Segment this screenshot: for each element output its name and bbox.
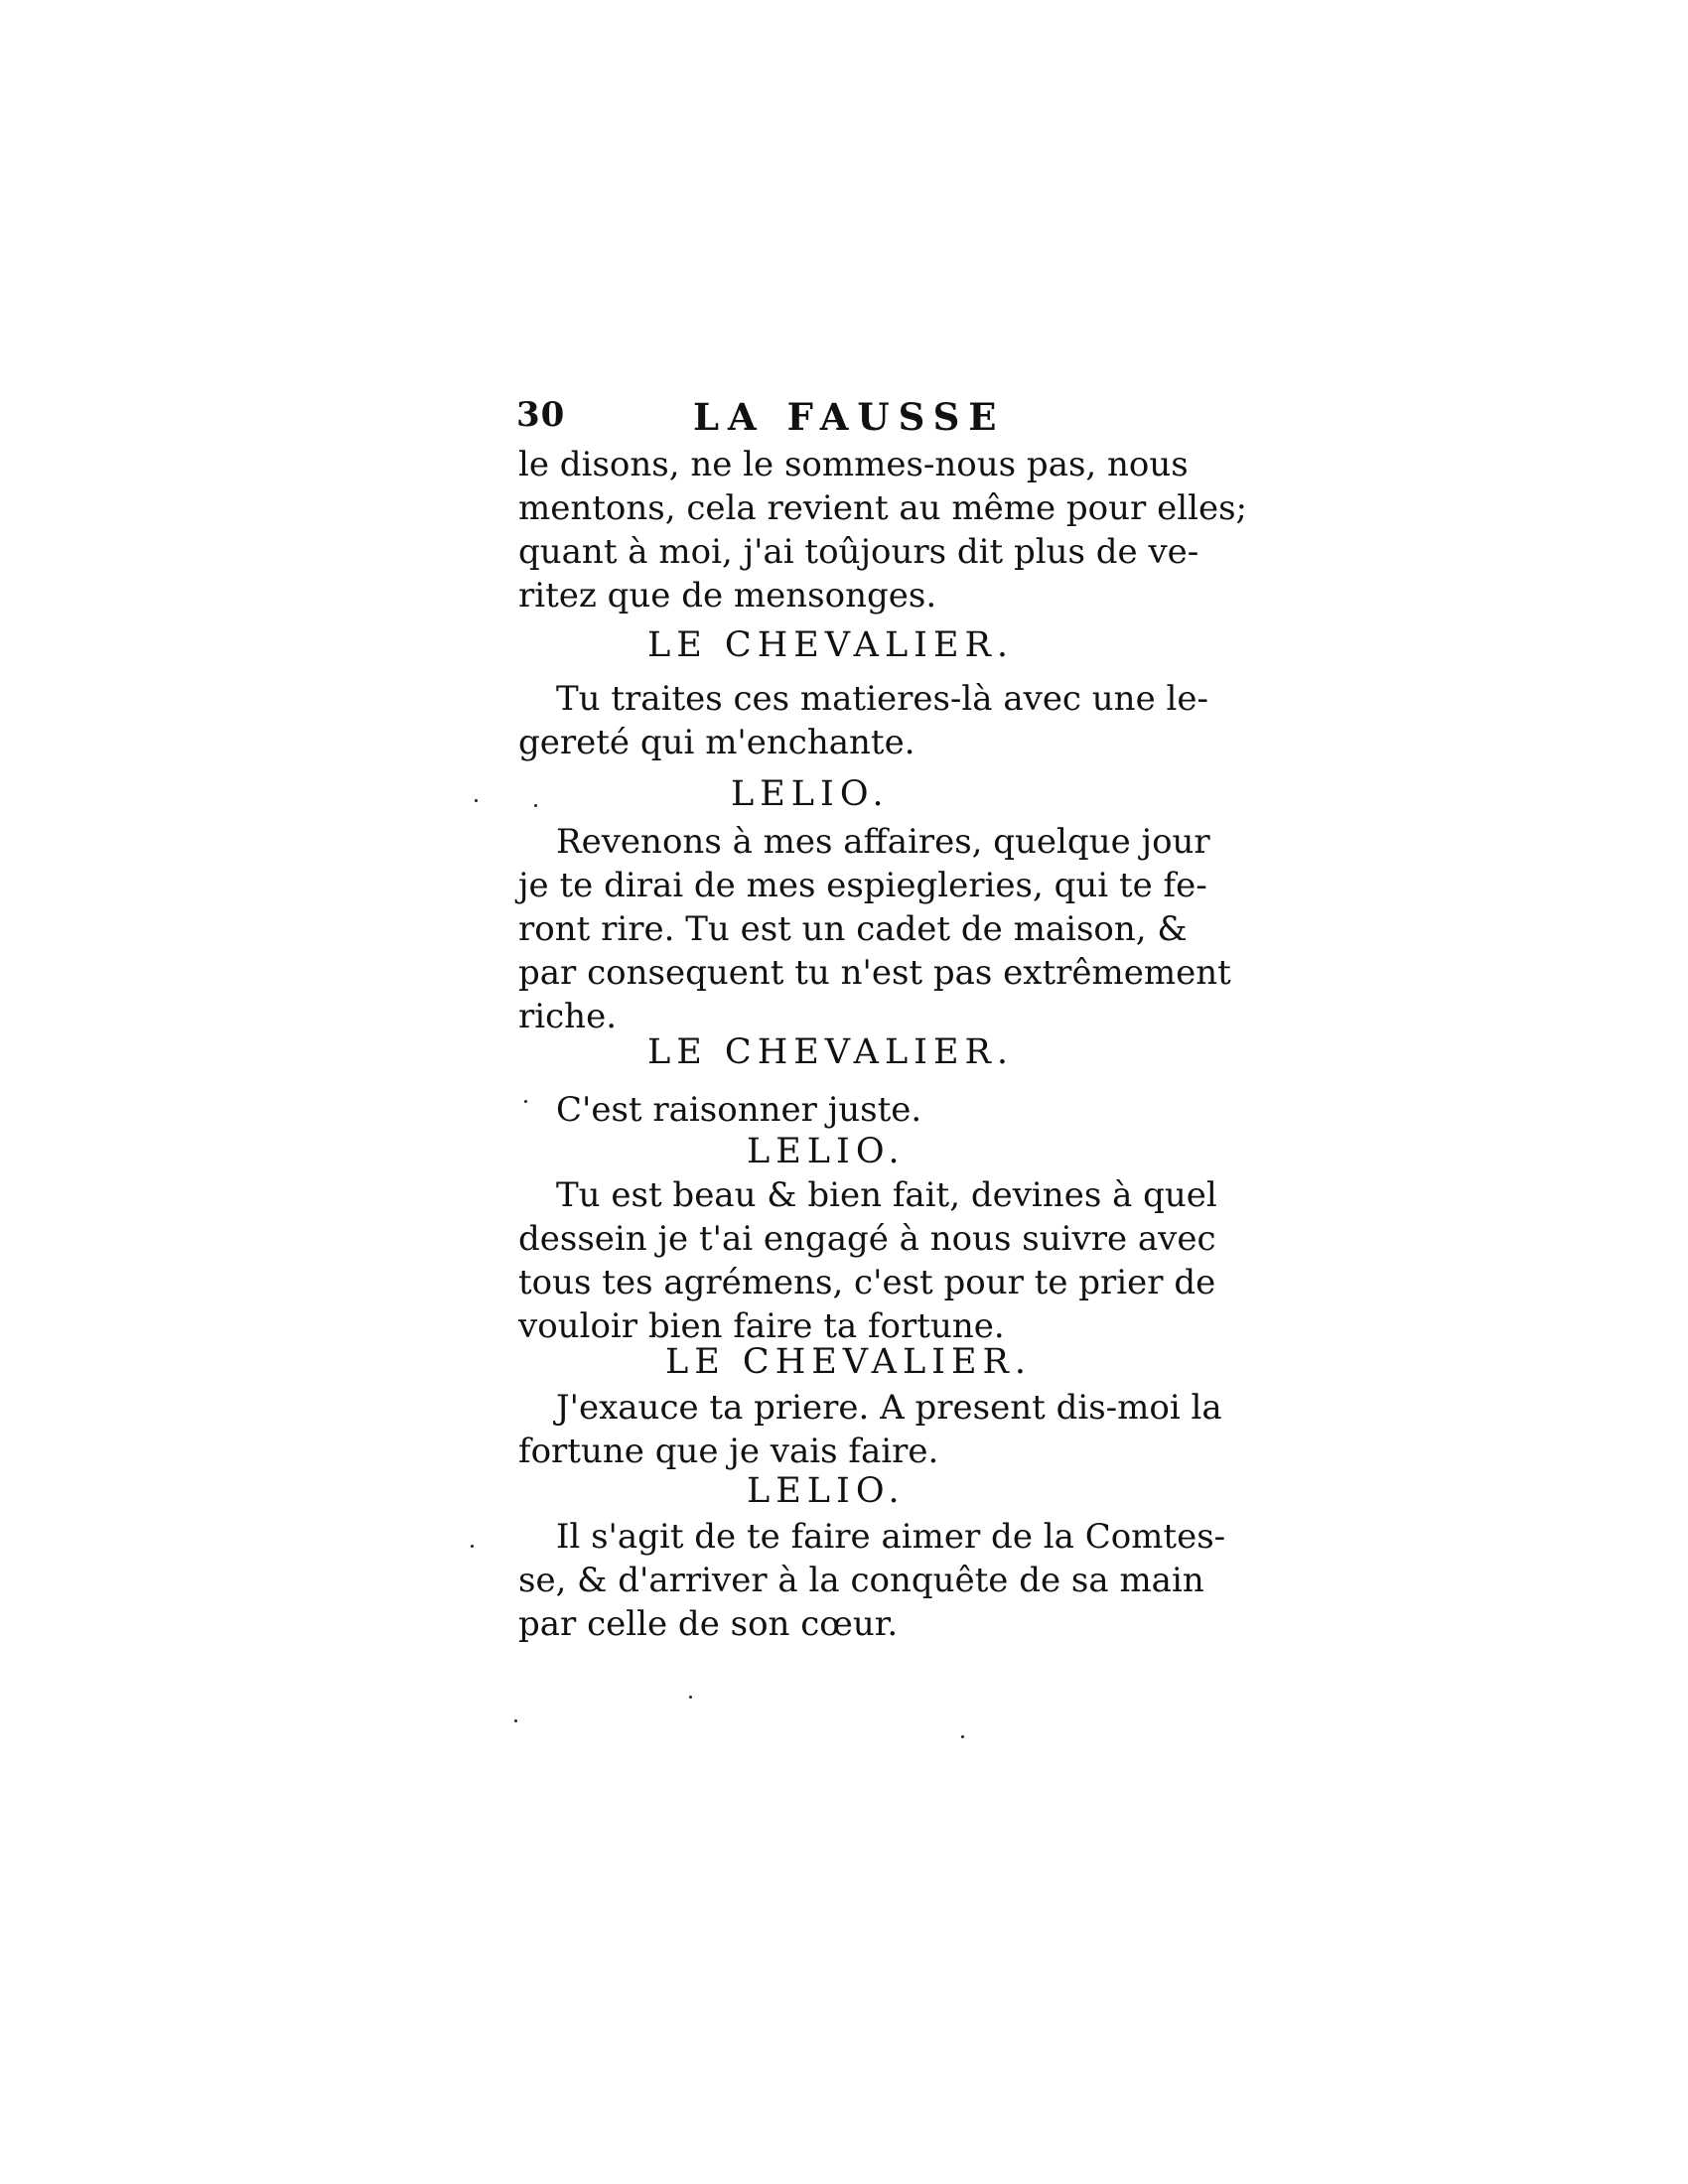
speaker-name: LE CHEVALIER.: [647, 625, 1015, 665]
speaker-name: LELIO.: [747, 1132, 906, 1171]
speaker-name: LELIO.: [747, 1471, 906, 1511]
scan-speck: [514, 1719, 517, 1722]
text-line: vouloir bien faire ta fortune.: [518, 1306, 1005, 1346]
text-line: C'est raisonner juste.: [556, 1090, 922, 1130]
scan-speck: [524, 1100, 527, 1103]
speaker-name: LELIO.: [731, 774, 890, 814]
text-line: se, & d'arriver à la conquête de sa main: [518, 1561, 1204, 1600]
page-header: [516, 395, 1172, 445]
text-line: ritez que de mensonges.: [518, 576, 937, 615]
scan-speck: [689, 1696, 692, 1699]
speaker-name: LE CHEVALIER.: [647, 1032, 1015, 1072]
page-number: 30: [516, 395, 566, 435]
running-title: LA FAUSSE: [693, 395, 1006, 439]
text-line: mentons, cela revient au même pour elles;: [518, 488, 1248, 528]
text-line: quant à moi, j'ai toûjours dit plus de ve-: [518, 532, 1199, 572]
text-line: Il s'agit de te faire aimer de la Comtes-: [556, 1517, 1226, 1557]
text-line: par consequent tu n'est pas extrêmement: [518, 953, 1231, 993]
text-line: le disons, ne le sommes-nous pas, nous: [518, 445, 1189, 484]
text-line: je te dirai de mes espiegleries, qui te fe-: [518, 866, 1207, 905]
text-line: Revenons à mes affaires, quelque jour: [556, 822, 1210, 862]
scan-speck: [534, 804, 537, 807]
text-line: tous tes agrémens, c'est pour te prier de: [518, 1263, 1216, 1302]
text-line: Tu est beau & bien fait, devines à quel: [556, 1175, 1217, 1215]
scan-speck: [475, 799, 478, 802]
text-line: J'exauce ta priere. A present dis-moi la: [556, 1388, 1222, 1428]
text-line: fortune que je vais faire.: [518, 1432, 939, 1471]
text-line: Tu traites ces matieres-là avec une le-: [556, 679, 1208, 719]
speaker-name: LE CHEVALIER.: [665, 1342, 1033, 1382]
scan-speck: [961, 1735, 964, 1738]
scan-speck: [471, 1545, 474, 1548]
text-line: ront rire. Tu est un cadet de maison, &: [518, 909, 1188, 949]
text-line: riche.: [518, 997, 617, 1036]
text-line: dessein je t'ai engagé à nous suivre avec: [518, 1219, 1216, 1259]
text-line: gereté qui m'enchante.: [518, 723, 915, 762]
text-line: par celle de son cœur.: [518, 1604, 899, 1644]
